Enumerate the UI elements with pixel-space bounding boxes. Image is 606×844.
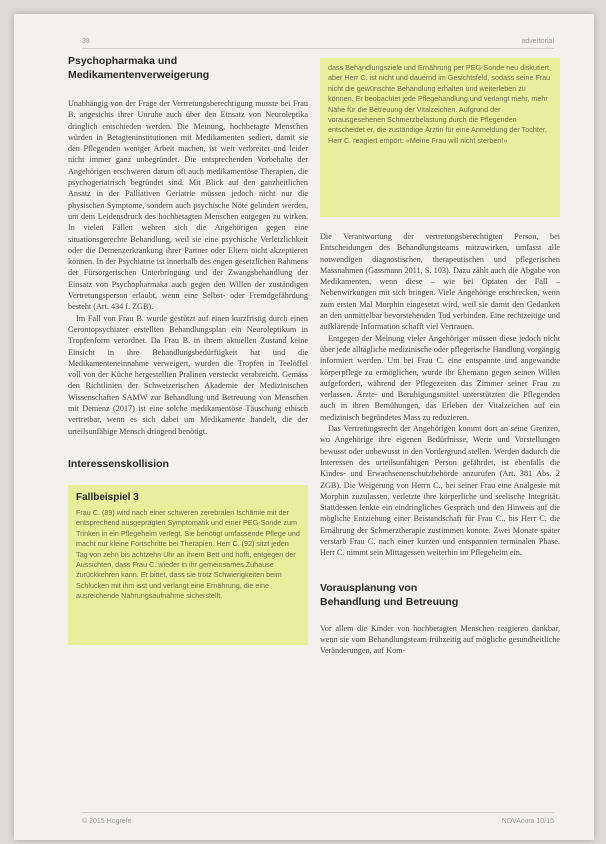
body-paragraph: Entgegen der Meinung vieler Angehöriger müssen diese jedoch nicht über jede alltägliche medizinische oder pflegerische Handlung vorgängig informiert werden. Um bei Frau C. eine entspannte und angewandte körperpflege zu ermöglichen, wurde ihr Ehemann gegen seinen Willen aufgefordert, während der Pflegezeiten das Zimmer seiner Frau zu verlassen. Ärzte- und Beruhigungsmittel unterstützten die Pflegenden auch in ihren Bemühungen, das Erleben der Vitalzeichen auf ein medizinisch begründetes Mass zu reduzieren.	[320, 333, 560, 422]
footer-journal: NOVAcura 10/15	[501, 818, 554, 825]
body-paragraph: Das Vertretungsrecht der Angehörigen kommt dort an seine Grenzen, wo Angehörige ihre eigenen Bedürfnisse, Werte und Vorstellungen bewusst oder unbewusst in den Vordergrund stellen. Werden dadurch die Interessen des urteilsunfähigen Person gefährdet, ist ebenfalls die Kindes- und Erwachsenenschutzbehörde anzurufen (Art. 381 Abs. 2 ZGB). Die Weigerung von Herrn C., bei seiner Frau eine Analgesie mit Morphin zuzulassen, verletzte ihre körperliche und seelische Integrität. Stattdessen lenkte ein eindringliches Gespräch und den Hinweis auf die mögliche Entziehung einer Beistandschaft für Frau C., bis Herr C. die Ernährung der Schmerztherapie zustimmen konnte. Zwei Monate später verstarb Frau C. nach einer kurzen und entspannten terminalen Phase. Herr C. nimmt sein Mittagessen weiterhin im Pflegeheim ein.	[320, 424, 560, 558]
title-line: Psychopharmaka und	[68, 55, 178, 67]
title-line: Vorausplanung von	[320, 581, 418, 594]
case-example-box	[68, 485, 308, 645]
header-rule	[82, 48, 554, 49]
case-example-text: Frau C. (89) wird nach einer schweren zerebralen Ischämie mit der entsprechend ausgeprägten Symptomatik und einer PEG-Sonde zum Trinken in ein Pflegeheim verlegt. Sie benötigt umfassende Pflege und macht nur kleine Fortschritte bei Therapien. Herr C. (92) sitzt jeden Tag von zehn bis achtzehn Uhr an ihrem Bett und hofft, entgegen der Aussichten, dass Frau C. wieder in ihr gemeinsames Zuhause zurückkehren kann. Er bittet, dass sie trotz Schwierigkeiten beim Schlucken mit ihm isst und verlangt eine Ernährung, die eine ausreichende Nahrungsaufnahme sicherstellt.	[76, 507, 300, 601]
case-example-box-continued	[320, 58, 560, 217]
body-paragraph: Unabhängig von der Frage der Vertretungsberechtigung musste bei Frau B. angesichts ihrer Unruhe auch über den Einsatz von Neuroleptika dringlich entschieden werden. Die Meinung, hochbetagte Menschen würden in Betagteninstitutionen mit Medikamenten sediert, damit sie den Pflegenden weniger Arbeit machen, ist weit verbreitet und leider nicht immer ganz unbegründet. Die entsprechenden Vorbehalte der Angehörigen erschweren darum oft auch medikamentöse Therapien, die psychogeriatrisch begründet sind. Mit Blick auf den ganzheitlichen Ansatz in der Palliativen Geriatrie müssen jedoch nicht nur die physischen Symptome, sondern auch psychische Nöte gelindert werden, um dem Leidensdruck des hochbetagten Menschen entgegen zu wirken. In vielen Fällen wehren sich die Angehörigen gegen eine situationsgerechte Behandlung, weil sie eine psychische Verletzlichkeit oder die Demenzerkrankung ihrer Partner oder Eltern nicht akzeptieren können. In der Psychiatrie ist innerhalb des engen gesetzlichen Rahmens der Fürsorgerischen Unterbringung und der Zwangsbehandlung der Einsatz von Psychopharmaka auch gegen den Willen der zuständigen Vertretungsperson erlaubt, wenn eine Selbst- oder Fremdgefährdung besteht (Art. 434 f. ZGB).	[68, 99, 308, 312]
page-number: 38	[82, 38, 90, 45]
case-example-title: Fallbeispiel 3	[76, 491, 139, 503]
footer-copyright: © 2015 Hogrefe	[82, 818, 132, 825]
body-paragraph: Die Verantwortung der vertretungsberechtigten Person, bei Entscheidungen des Behandlungsteams mitzuwirken, umfasst alle notwendigen diagnostischen, therapeutischen und pflegerischen Massnahmen (Gassmann 2011, S. 103). Dazu zählt auch die Abgabe von Medikamenten, wenn diese – wie bei Opiaten der Fall – Nebenwirkungen mit sich bringen. Viele Angehörige erschrecken, wenn zum ersten Mal Morphin eingesetzt wird, weil sie damit den Gedanken an den unmittelbar bevorstehenden Tod verbinden. Eine rechtzeitige und aufklärende Information schafft viel Vertrauen.	[320, 232, 560, 332]
body-paragraph: Vor allem die Kinder von hochbetagten Menschen reagieren dankbar, wenn sie vom Behandlungsteam frühzeitig auf mögliche gesundheitliche Veränderungen, auf Kom-	[320, 623, 560, 656]
header-label: advertorial	[521, 38, 554, 45]
section-title-interessenskollision: Interessenskollision	[68, 457, 169, 470]
right-column	[320, 58, 560, 657]
title-line: Medikamentenverweigerung	[68, 69, 210, 81]
section-title-psychopharmaka	[68, 54, 308, 82]
case-example-text: dass Behandlungsziele und Ernährung per PEG-Sonde neu diskutiert, aber Herr C. ist nicht und dauernd im Gesichtsfeld, sodass seine Frau nicht die gewünschte Behandlung erhalten und weiterleben zu können. Er beobachtet jede Pflegehandlung und verlangt mehr, mehr Nähe für die Betreuung der Vitalzeichen. Aufgrund der vorausgesehenen Schmerzbelastung durch die Pflegenden entscheidet er, die zuständige Ärztin für eine Anmeldung der Tochter, Herr C. reagiert empört: «Meine Frau will nicht sterben!»	[328, 63, 551, 145]
title-line: Behandlung und Betreuung	[320, 595, 459, 608]
left-column	[68, 54, 308, 645]
footer-rule	[82, 812, 554, 813]
section-title-vorausplanung	[320, 581, 560, 609]
body-paragraph: Im Fall von Frau B. wurde gestützt auf einen kurzfristig durch einen Gerontopsychiater erstellten Behandlungsplan ein Neuroleptikum in Tropfenform verordnet. Da Frau B. in ihrem aktuellen Zustand keine Einsicht in ihre Behandlungsbedürftigkeit hat und die Medikamenteneinnahme verweigert, wurden die Tropfen in Teelöffel voll von der Küche hergestellten Pralinen versteckt verabreicht. Gemäss den Richtlinien der Schweizerischen Akademie der Medizinischen Wissenschaften SAMW zur Behandlung und Betreuung von Menschen mit Demenz (2017) ist eine solche medikamentöse Täuschung ethisch vertretbar, wenn es sich dabei um Medikamente handelt, die der urteilsunfähige Mensch dringend benötigt.	[68, 313, 308, 436]
